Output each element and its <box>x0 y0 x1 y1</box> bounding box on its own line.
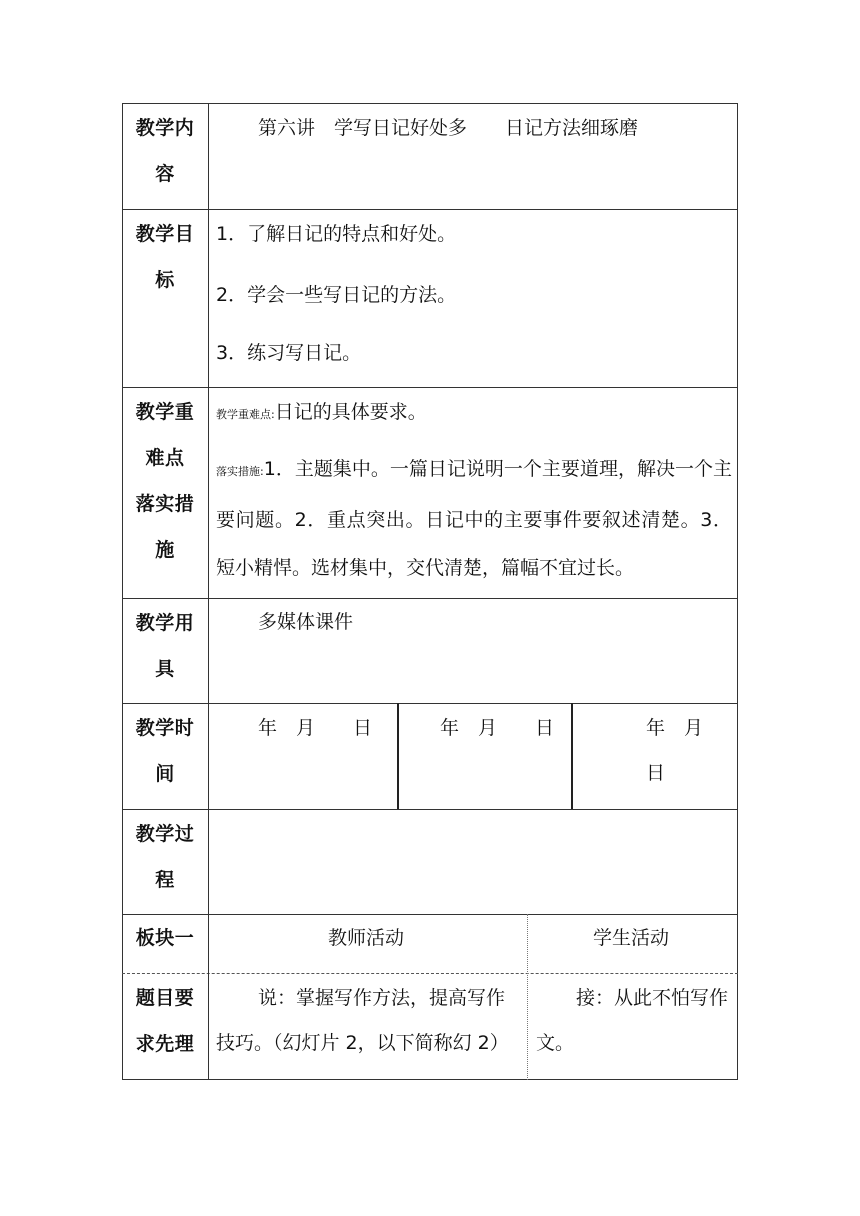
content-label: 教学内 容 <box>135 117 195 185</box>
measures-prefix: 落实措施: <box>216 465 264 478</box>
row-divider <box>122 914 738 915</box>
student-activity-line: 接：从此不怕写作 <box>576 987 729 1009</box>
teacher-activity-header: 教师活动 <box>328 927 405 949</box>
goal-item: 2．学会一些写日记的方法。 <box>216 284 457 306</box>
tools-label: 教学用 具 <box>135 612 195 680</box>
difficulty-line <box>216 397 427 430</box>
time-label: 教学时 间 <box>135 717 195 785</box>
time-cell-3-line1: 年 月 <box>646 717 704 739</box>
row-divider <box>122 809 738 810</box>
row-divider <box>122 703 738 704</box>
row-divider-dashed <box>122 973 738 974</box>
time-cell-1: 年 月 日 <box>258 717 373 739</box>
block-label: 板块一 <box>135 927 195 949</box>
key-points-label: 教学重 难点 落实措 施 <box>135 401 195 561</box>
row-divider <box>122 209 738 210</box>
difficulty-text: 日记的具体要求。 <box>274 401 427 423</box>
label-column-divider <box>208 103 209 1080</box>
time-cell-divider <box>571 703 573 809</box>
goal-item: 1．了解日记的特点和好处。 <box>216 223 457 245</box>
measures-text: 1．主题集中。一篇日记说明一个主要道理，解决一个主要问题。2．重点突出。日记中的主要事件要叙述清楚。3．短小精悍。选材集中，交代清楚，篇幅不宜过长。 <box>216 458 732 579</box>
goals-label: 教学目 标 <box>135 223 195 291</box>
goal-item: 3．练习写日记。 <box>216 342 362 364</box>
time-cell-divider <box>397 703 399 809</box>
student-activity-header: 学生活动 <box>593 927 670 949</box>
measures-paragraph <box>216 445 732 592</box>
step-label: 题目要 求先理 <box>135 987 195 1055</box>
activity-column-divider <box>527 914 528 1080</box>
process-label: 教学过 程 <box>135 823 195 891</box>
row-divider <box>122 598 738 599</box>
teacher-activity-line: 技巧。（幻灯片 2，以下简称幻 2） <box>216 1032 509 1054</box>
tools-text: 多媒体课件 <box>258 611 354 633</box>
time-cell-2: 年 月 日 <box>440 717 555 739</box>
lesson-title: 第六讲 学写日记好处多 日记方法细琢磨 <box>258 117 639 139</box>
teacher-activity-line: 说：掌握写作方法，提高写作 <box>258 987 506 1009</box>
difficulty-prefix: 教学重难点: <box>216 408 275 421</box>
student-activity-line: 文。 <box>536 1032 575 1054</box>
time-cell-3-line2: 日 <box>646 762 666 784</box>
row-divider <box>122 387 738 388</box>
